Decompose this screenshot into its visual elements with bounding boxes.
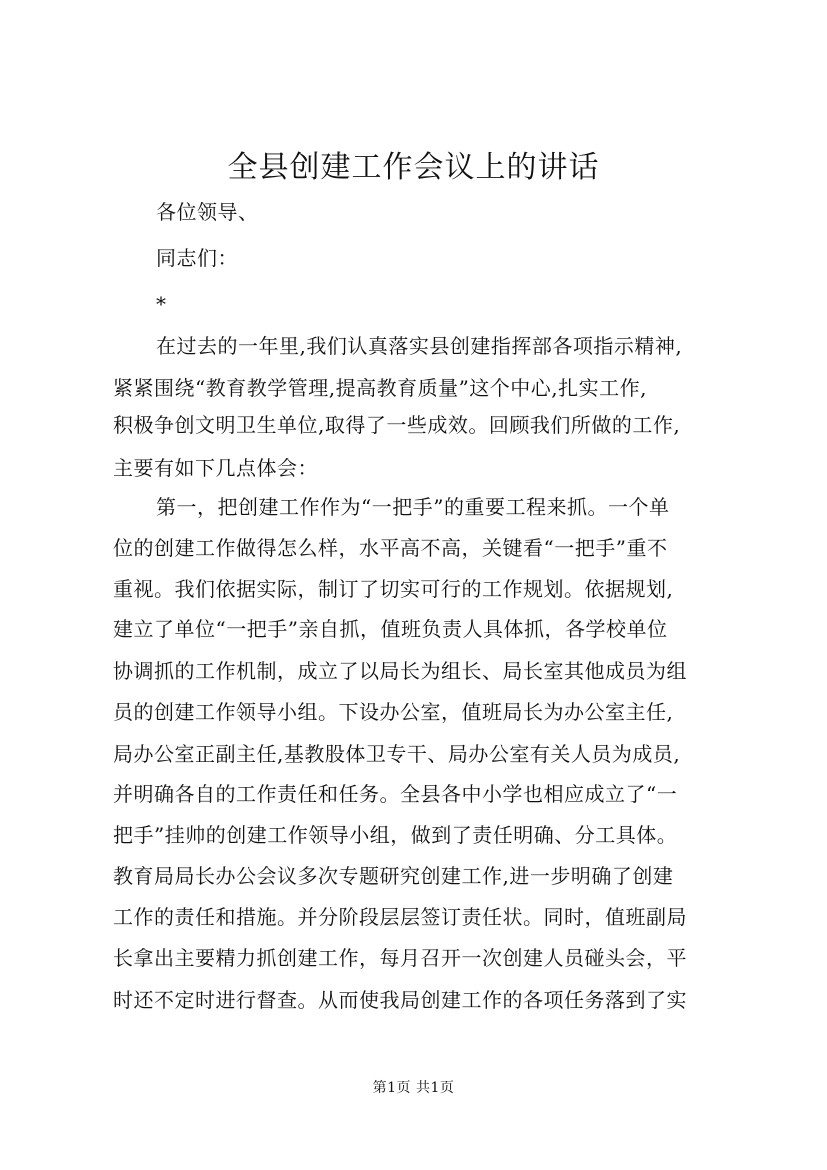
- salutation-line: 各位领导、: [156, 200, 259, 224]
- body-line: 重视。我们依据实际，制订了切实可行的工作规划。依据规划,: [113, 577, 674, 601]
- body-line: 建立了单位“一把手”亲自抓，值班负责人具体抓，各学校单位: [113, 617, 668, 641]
- body-line: 教育局局长办公会议多次专题研究创建工作,进一步明确了创建: [113, 864, 674, 888]
- body-line: 位的创建工作做得怎么样，水平高不高，关键看“一把手”重不: [113, 536, 668, 560]
- body-line: 员的创建工作领导小组。下设办公室，值班局长为办公室主任,: [113, 700, 674, 724]
- body-line: 把手”挂帅的创建工作领导小组，做到了责任明确、分工具体。: [113, 823, 678, 847]
- page-footer: 第1页 共1页: [372, 1080, 455, 1096]
- body-line: 时还不定时进行督查。从而使我局创建工作的各项任务落到了实: [113, 988, 687, 1012]
- body-line: 在过去的一年里,我们认真落实县创建指挥部各项指示精神,: [156, 334, 683, 358]
- body-line: 并明确各自的工作责任和任务。全县各中小学也相应成立了“一: [113, 782, 678, 806]
- body-line: 长拿出主要精力抓创建工作，每月召开一次创建人员碰头会，平: [113, 946, 687, 970]
- section-marker: *: [156, 292, 167, 316]
- body-line: 协调抓的工作机制，成立了以局长为组长、局长室其他成员为组: [113, 659, 687, 683]
- body-line: 工作的责任和措施。并分阶段层层签订责任状。同时，值班副局: [113, 905, 687, 929]
- salutation-line: 同志们：: [156, 246, 238, 270]
- body-line: 积极争创文明卫生单位,取得了一些成效。回顾我们所做的工作,: [113, 413, 681, 437]
- body-line: 紧紧围绕“教育教学管理,提高教育质量”这个中心,扎实工作,: [113, 376, 648, 400]
- document-title: 全县创建工作会议上的讲话: [227, 150, 600, 185]
- body-line: 局办公室正副主任,基教股体卫专干、局办公室有关人员为成员,: [113, 742, 681, 766]
- body-line: 第一，把创建工作作为“一把手”的重要工程来抓。一个单: [156, 495, 670, 519]
- body-line: 主要有如下几点体会：: [113, 456, 318, 480]
